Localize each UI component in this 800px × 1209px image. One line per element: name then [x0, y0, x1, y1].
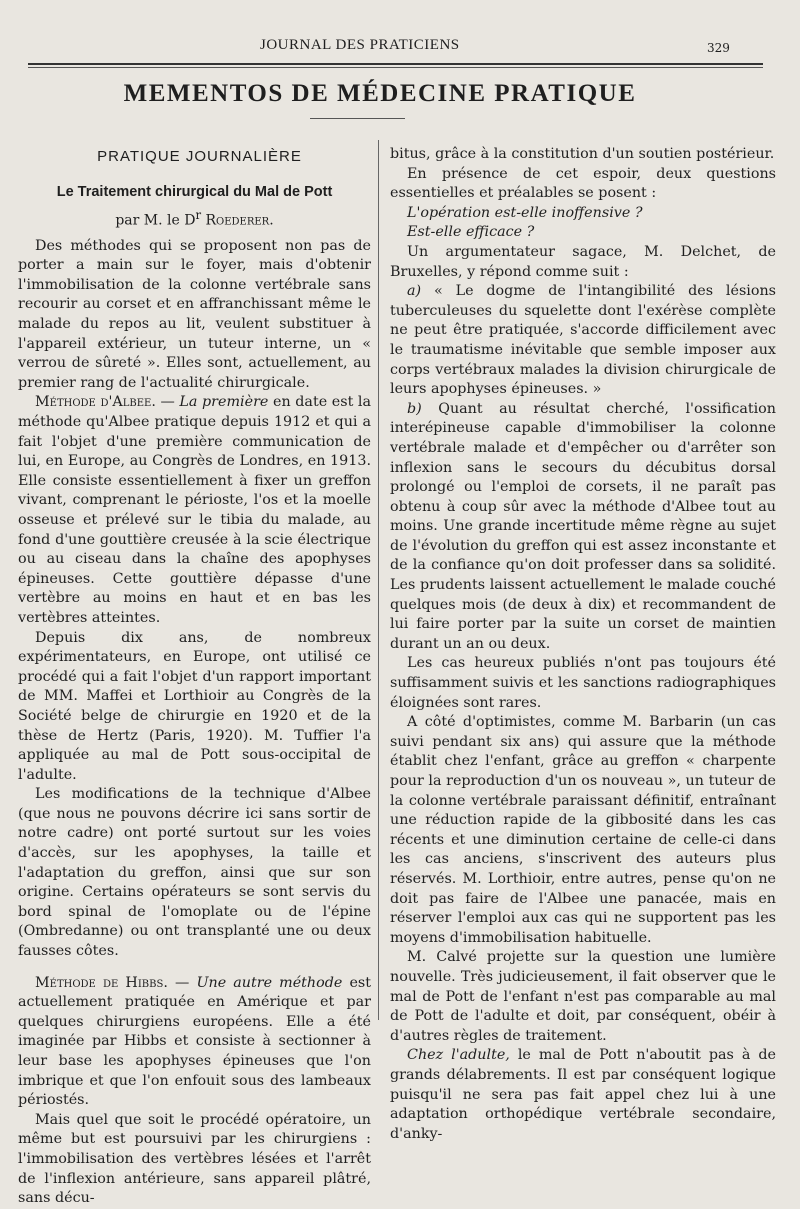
paragraph-adulte: [390, 1046, 776, 1144]
section-title: MEMENTOS DE MÉDECINE PRATIQUE: [123, 80, 637, 107]
paragraph-b: [390, 400, 776, 655]
paragraph: M. Calvé projette sur la question une lumière nouvelle. Très judicieusement, il fait observer que le mal de Pott de l'enfant n'est pas comparable au mal de Pott de l'adulte et doit, par conséquent, obéir à d'autres règles de traitement.: [390, 949, 776, 1044]
byline-sup: r: [195, 208, 202, 222]
left-column: [18, 148, 371, 1209]
paragraph-a: [390, 282, 776, 400]
paragraph-text: « Le dogme de l'intangibilité des lésions tuberculeuses du squelette dont l'exérèse complète ne peut être pratiquée, s'accorde difficilement avec le traumatisme inévitable que semble imposer aux corps vertébraux malades la division chirurgicale de leurs apophyses épineuses. »: [390, 283, 777, 398]
emphasis: Une autre méthode: [196, 974, 343, 991]
paragraph: Les modifications de la technique d'Albee (que nous ne pouvons décrire ici sans sortir de notre cadre) ont porté surtout sur les voies d'accès, sur les apophyses, la taille et l'adaptation du greffon, ainsi que sur son origine. Certains opérateurs se sont servis du bord spinal de l'omoplate ou de l'épine (Ombredanne) ou ont transplanté une ou deux fausses côtes.: [18, 786, 371, 960]
running-header: [0, 30, 800, 60]
method-heading: Méthode de Hibbs.: [35, 974, 168, 991]
paragraph-hibbs: Méthode de Hibbs. — Une autre méthode est actuellement pratiquée en Amérique et par quelques chirurgiens européens. Elle a été imaginée par Hibbs et consiste à sectionner à leur base les apophyses épineuses que l'on imbrique et que l'on enfouit sous des lambeaux périostés.: [18, 974, 372, 1109]
paragraph: Un argumentateur sagace, M. Delchet, de Bruxelles, y répond comme suit :: [390, 243, 776, 280]
header-rule-thin: [28, 67, 763, 68]
paragraph: bitus, grâce à la constitution d'un soutien postérieur.: [390, 146, 775, 162]
question: Est-elle efficace ?: [407, 224, 535, 241]
header-rule: [28, 63, 763, 65]
byline: [18, 208, 371, 229]
paragraph-text: Quant au résultat cherché, l'ossification interépineuse capable d'immobiliser la colonne vertébrale malade et d'empêcher ou d'arrêter son inflexion sans le secours du décubitus dorsal prolongé ou l'emploi de corsets, il ne paraît pas obtenu à coup sûr avec la méthode d'Albee tout au moins. Une grande incertitude même règne au sujet de l'évolution du greffon qui est assez inconstante et de la confiance qu'on doit professer dans sa solidité. Les prudents laissent actuellement le malade couché quelques mois (de deux à dix) et recommandent de lui faire porter par la suite un corset de maintien durant un an ou deux.: [390, 400, 776, 652]
paragraph-albee: Méthode d'Albee. — La première en date est la méthode qu'Albee pratique depuis 1912 et qui a fait l'objet d'une première communication de lui, en Europe, au Congrès de Londres, en 1913. Elle consiste essentiellement à fixer un greffon vivant, comprenant le périoste, l'os et la moelle osseuse et prélevé sur le tibia du malade, au fond d'une gouttière creusée à la scie électrique ou au ciseau dans la chaîne des apophyses épineuses. Cette gouttière dépasse d'une vertèbre au moins en haut et en bas les vertèbres atteintes.: [18, 394, 372, 626]
column-divider: [378, 140, 379, 1020]
spacer: [18, 962, 371, 974]
paragraph: A côté d'optimistes, comme M. Barbarin (un cas suivi pendant six ans) qui assure que la méthode établit chez l'enfant, grâce au greffon « charpente pour la reproduction d'un os nouveau », un tuteur de la colonne vertébrale paraissant définitif, entraînant une réduction rapide de la gibbosité dans les cas récents et une diminution certaine de celle-ci dans les cas anciens, s'inscrivent des auteurs plus réservés. M. Lorthioir, entre autres, pense qu'on ne doit pas faire de l'Albee une panacée, mais en réserver l'emploi aux cas qui ne supportent pas les moyens d'immobilisation habituelle.: [390, 714, 776, 946]
right-column: [390, 145, 776, 1144]
item-letter: a): [407, 283, 422, 300]
paragraph-text: est actuellement pratiquée en Amérique et par quelques chirurgiens européens. Elle a été imaginée par Hibbs et consiste à sectionner à leur base les apophyses épineuses que l'on imbrique et que l'on enfouit sous des lambeaux périostés.: [18, 974, 372, 1109]
paragraph-text: le mal de Pott n'aboutit pas à de grands délabrements. Il est par conséquent logique puisqu'il ne sera pas fait appel chez lui à une adaptation orthopédique vertébrale secondaire, d'anky-: [390, 1047, 776, 1142]
paragraph: Des méthodes qui se proposent non pas de porter a main sur le foyer, mais d'obtenir l'immobilisation de la colonne vertébrale sans recourir au corset et en affranchissant même le malade du repos au lit, veulent substituer à l'appareil extérieur, un tuteur interne, un « verrou de sûreté ». Elles sont, actuellement, au premier rang de l'actualité chirurgicale.: [18, 237, 371, 391]
method-heading: Méthode d'Albee.: [35, 394, 156, 411]
byline-prefix: par M. le D: [115, 212, 196, 229]
paragraph: En présence de cet espoir, deux questions essentielles et préalables se posent :: [390, 165, 776, 202]
paragraph: Depuis dix ans, de nombreux expérimentateurs, en Europe, ont utilisé ce procédé qui a fait l'objet d'un rapport important de MM. Maffei et Lorthioir au Congrès de la Société belge de chirurgie en 1920 et de la thèse de Hertz (Paris, 1920). M. Tuffier l'a appliquée au mal de Pott sous-occipital de l'adulte.: [18, 629, 371, 783]
article-title: Le Traitement chirurgical du Mal de Pott: [56, 184, 333, 200]
emphasis: La première: [179, 394, 269, 411]
item-letter: b): [407, 400, 422, 417]
title-underline: [310, 118, 405, 119]
page-number: 329: [707, 41, 730, 55]
question: L'opération est-elle inoffensive ?: [407, 204, 643, 221]
author-name: Roederer.: [205, 212, 274, 229]
paragraph: Mais quel que soit le procédé opératoire, un même but est poursuivi par les chirurgiens : l'immobilisation des vertèbres lésées et l'arrêt de l'inflexion antérieure, sans appareil plâtré, sans décu-: [18, 1111, 371, 1207]
paragraph: Les cas heureux publiés n'ont pas toujours été suffisamment suivis et les sanctions radiographiques éloignées sont rares.: [390, 655, 776, 711]
paragraph-text: en date est la méthode qu'Albee pratique depuis 1912 et qui a fait l'objet d'une première communication de lui, en Europe, au Congrès de Londres, en 1913. Elle consiste essentiellement à fixer un greffon vivant, comprenant le périoste, l'os et la moelle osseuse et prélevé sur le tibia du malade, au fond d'une gouttière creusée à la scie électrique ou au ciseau dans la chaîne des apophyses épineuses. Cette gouttière dépasse d'une vertèbre au moins en haut et en bas les vertèbres atteintes.: [18, 394, 372, 626]
journal-title: JOURNAL DES PRATICIENS: [260, 37, 460, 53]
emphasis: Chez l'adulte,: [407, 1047, 510, 1064]
rubric-heading: PRATIQUE JOURNALIÈRE: [97, 148, 302, 165]
